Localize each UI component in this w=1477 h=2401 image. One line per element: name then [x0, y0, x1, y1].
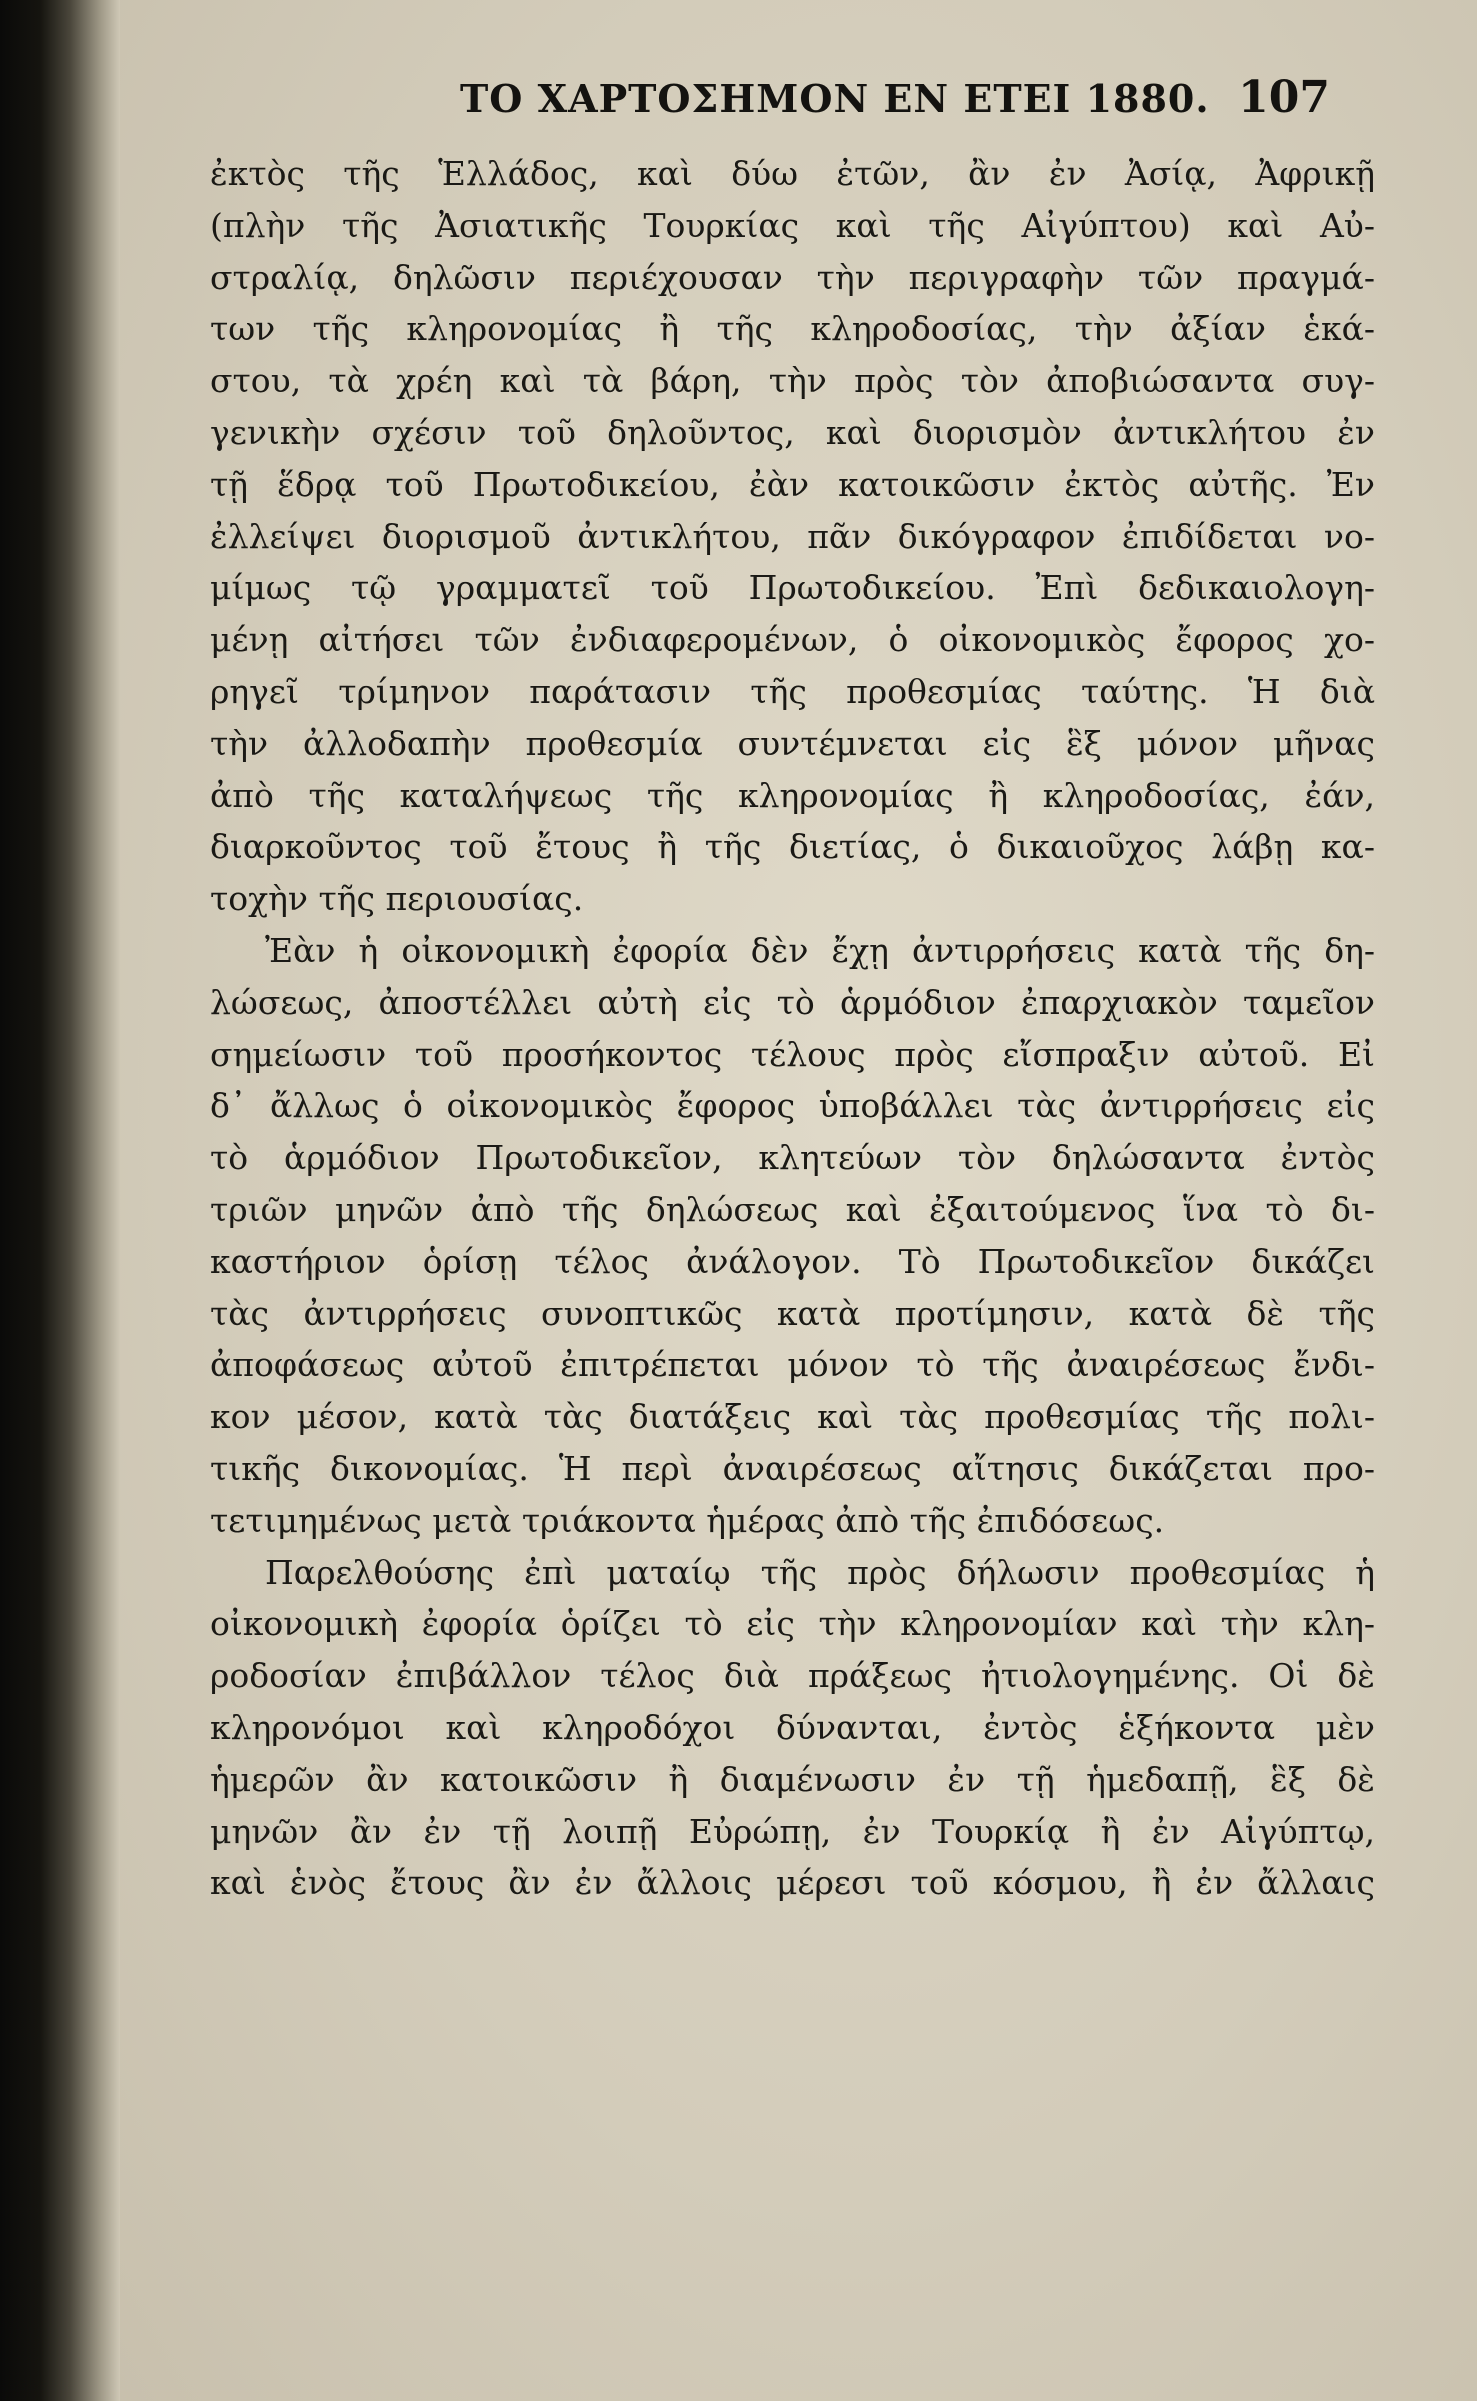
text-line: τὴν ἀλλοδαπὴν προθεσμία συντέμνεται εἰς ἓξ μόνον μῆνας [210, 723, 1375, 763]
text-line: οἰκονομικὴ ἐφορία ὁρίζει τὸ εἰς τὴν κληρονομίαν καὶ τὴν κλη- [210, 1604, 1375, 1644]
text-line: ἐλλείψει διορισμοῦ ἀντικλήτου, πᾶν δικόγραφον ἐπιδίδεται νο- [210, 516, 1375, 556]
text-line: γενικὴν σχέσιν τοῦ δηλοῦντος, καὶ διορισμὸν ἀντικλήτου ἐν [210, 412, 1375, 452]
text-line: τοχὴν τῆς περιουσίας. [210, 879, 584, 919]
text-line: ἐκτὸς τῆς Ἑλλάδος, καὶ δύω ἐτῶν, ἂν ἐν Ἀσίᾳ, Ἀφρικῇ [210, 154, 1375, 193]
page-number: 107 [1238, 72, 1330, 123]
text-line: ἀπὸ τῆς καταλήψεως τῆς κληρονομίας ἢ κληροδοσίας, ἐάν, [210, 775, 1375, 815]
text-line: Ἐὰν ἡ οἰκονομικὴ ἐφορία δὲν ἔχῃ ἀντιρρήσεις κατὰ τῆς δη- [265, 930, 1375, 970]
body-text [210, 148, 1375, 1909]
text-line: μίμως τῷ γραμματεῖ τοῦ Πρωτοδικείου. Ἐπὶ δεδικαιολογη- [210, 568, 1375, 608]
text-line: τικῆς δικονομίας. Ἡ περὶ ἀναιρέσεως αἴτησις δικάζεται προ- [210, 1448, 1375, 1488]
text-line: τῇ ἕδρᾳ τοῦ Πρωτοδικείου, ἐὰν κατοικῶσιν ἐκτὸς αὐτῆς. Ἐν [210, 464, 1375, 504]
text-line: τετιμημένως μετὰ τριάκοντα ἡμέρας ἀπὸ τῆς ἐπιδόσεως. [210, 1500, 1165, 1540]
text-line: ροδοσίαν ἐπιβάλλον τέλος διὰ πράξεως ἠτιολογημένης. Οἱ δὲ [210, 1656, 1375, 1696]
text-line: στραλίᾳ, δηλῶσιν περιέχουσαν τὴν περιγραφὴν τῶν πραγμά- [210, 257, 1375, 297]
text-line: διαρκοῦντος τοῦ ἔτους ἢ τῆς διετίας, ὁ δικαιοῦχος λάβῃ κα- [210, 827, 1375, 867]
text-line: δ᾽ ἄλλως ὁ οἰκονομικὸς ἔφορος ὑποβάλλει τὰς ἀντιρρήσεις εἰς [210, 1086, 1375, 1126]
text-line: των τῆς κληρονομίας ἢ τῆς κληροδοσίας, τὴν ἀξίαν ἑκά- [210, 309, 1375, 349]
page-header [340, 68, 1330, 128]
text-line: λώσεως, ἀποστέλλει αὐτὴ εἰς τὸ ἁρμόδιον ἐπαρχιακὸν ταμεῖον [210, 982, 1375, 1022]
text-line: σημείωσιν τοῦ προσήκοντος τέλους πρὸς εἴσπραξιν αὐτοῦ. Εἰ [210, 1034, 1375, 1074]
text-line: μένῃ αἰτήσει τῶν ἐνδιαφερομένων, ὁ οἰκονομικὸς ἔφορος χο- [210, 620, 1375, 660]
text-line: κον μέσον, κατὰ τὰς διατάξεις καὶ τὰς προθεσμίας τῆς πολι- [210, 1397, 1375, 1437]
text-line: ἡμερῶν ἂν κατοικῶσιν ἢ διαμένωσιν ἐν τῇ ἡμεδαπῇ, ἓξ δὲ [210, 1759, 1375, 1799]
text-line: τὰς ἀντιρρήσεις συνοπτικῶς κατὰ προτίμησιν, κατὰ δὲ τῆς [210, 1293, 1375, 1333]
text-line: καὶ ἑνὸς ἔτους ἂν ἐν ἄλλοις μέρεσι τοῦ κόσμου, ἢ ἐν ἄλλαις [210, 1863, 1375, 1903]
text-line: τριῶν μηνῶν ἀπὸ τῆς δηλώσεως καὶ ἐξαιτούμενος ἵνα τὸ δι- [210, 1189, 1375, 1229]
text-line: ρηγεῖ τρίμηνον παράτασιν τῆς προθεσμίας ταύτης. Ἡ διὰ [210, 671, 1375, 711]
text-line: καστήριον ὁρίσῃ τέλος ἀνάλογον. Τὸ Πρωτοδικεῖον δικάζει [210, 1241, 1375, 1281]
text-line: τὸ ἁρμόδιον Πρωτοδικεῖον, κλητεύων τὸν δηλώσαντα ἐντὸς [210, 1138, 1375, 1178]
text-line: κληρονόμοι καὶ κληροδόχοι δύνανται, ἐντὸς ἑξήκοντα μὲν [210, 1707, 1375, 1747]
text-line: στου, τὰ χρέη καὶ τὰ βάρη, τὴν πρὸς τὸν ἀποβιώσαντα συγ- [210, 361, 1375, 401]
book-gutter-shadow [0, 0, 120, 2401]
text-line: μηνῶν ἂν ἐν τῇ λοιπῇ Εὐρώπῃ, ἐν Τουρκίᾳ ἢ ἐν Αἰγύπτῳ, [210, 1811, 1375, 1851]
running-head: ΤΟ ΧΑΡΤΟΣΗΜΟΝ ΕΝ ΕΤΕΙ 1880. [460, 76, 1210, 121]
text-line: ἀποφάσεως αὐτοῦ ἐπιτρέπεται μόνον τὸ τῆς ἀναιρέσεως ἔνδι- [210, 1345, 1375, 1385]
text-line: Παρελθούσης ἐπὶ ματαίῳ τῆς πρὸς δήλωσιν προθεσμίας ἡ [265, 1552, 1375, 1592]
text-line: (πλὴν τῆς Ἀσιατικῆς Τουρκίας καὶ τῆς Αἰγύπτου) καὶ Αὐ- [210, 205, 1375, 245]
